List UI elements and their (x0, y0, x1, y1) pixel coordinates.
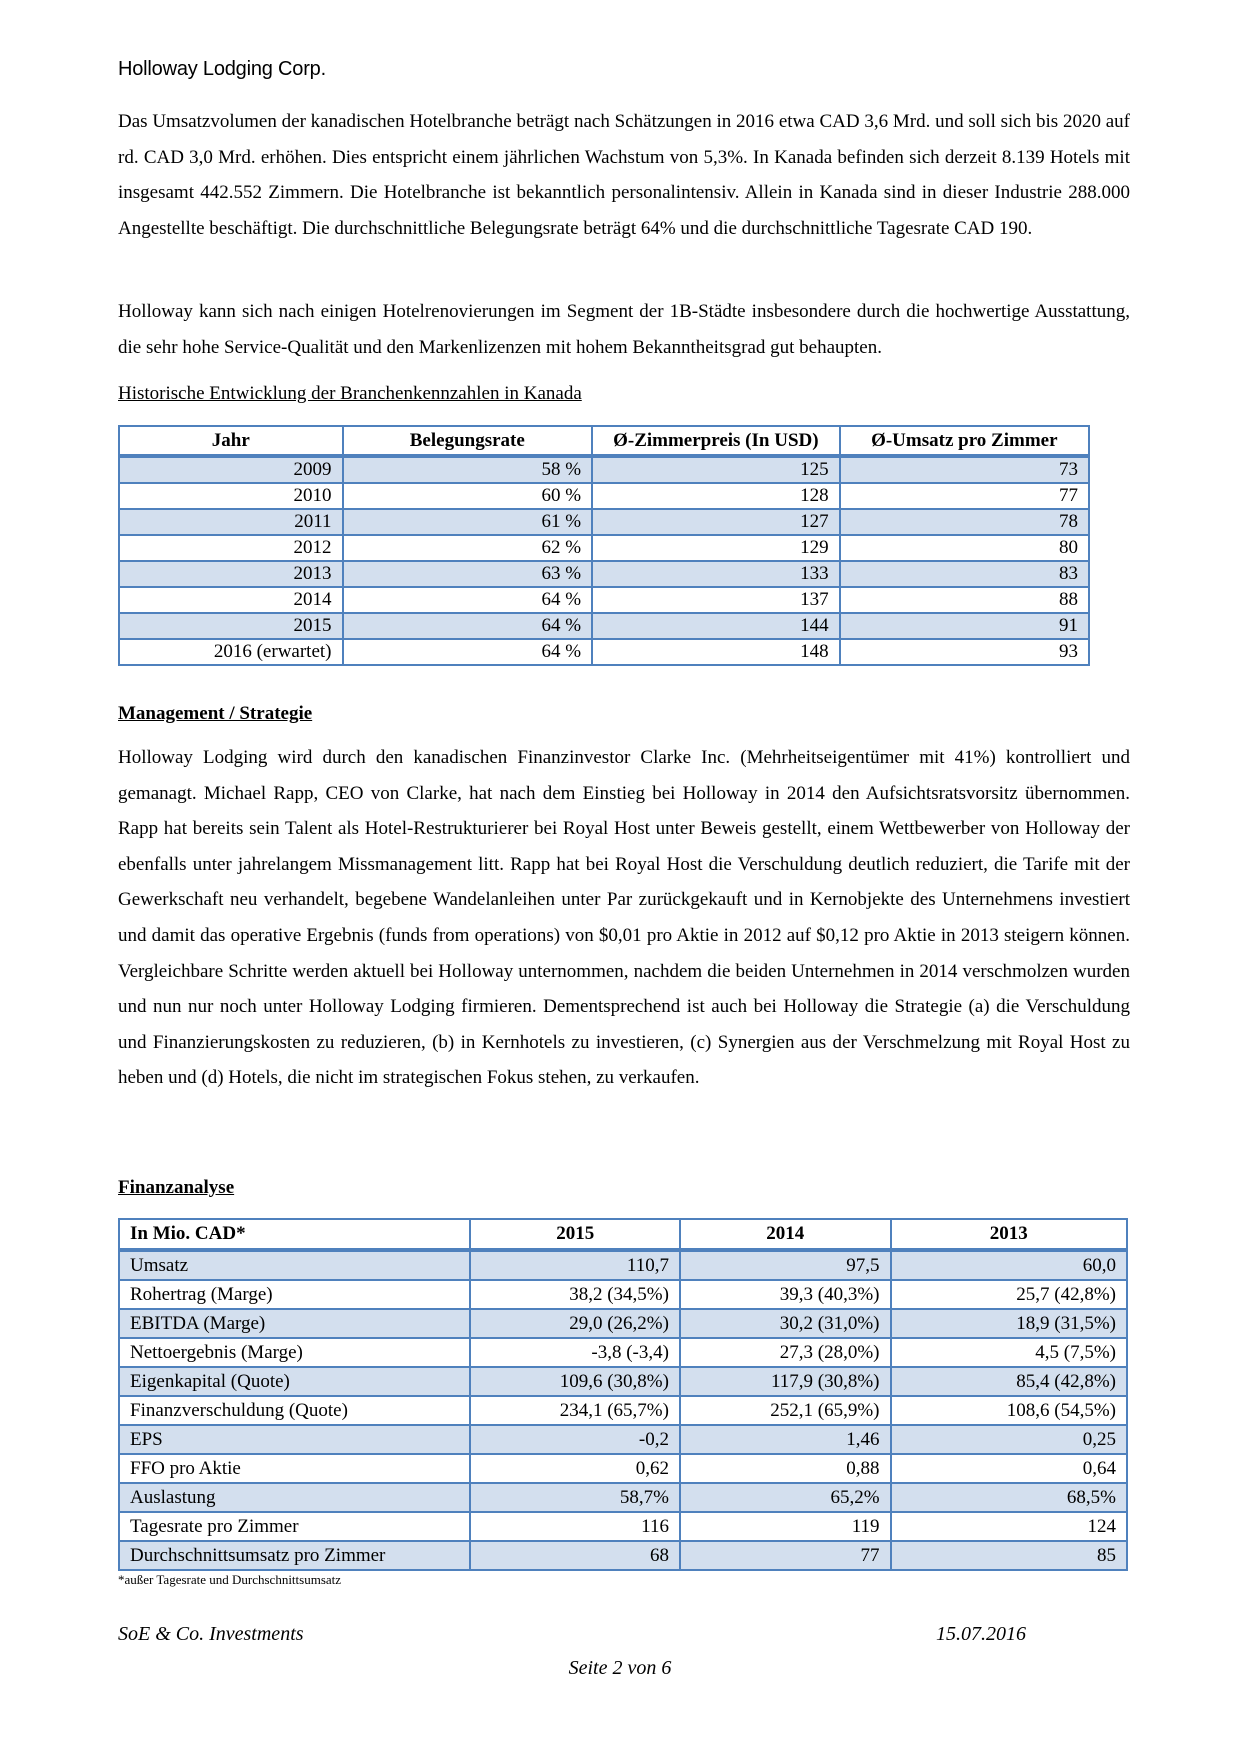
cell-2015: 110,7 (470, 1250, 680, 1280)
cell-2015: 58,7% (470, 1483, 680, 1512)
cell-year: 2016 (erwartet) (119, 639, 343, 665)
finance-section-title: Finanzanalyse (118, 1177, 235, 1198)
cell-2015: 234,1 (65,7%) (470, 1396, 680, 1425)
cell-2014: 97,5 (680, 1250, 891, 1280)
table-row (119, 1425, 1127, 1454)
column-header-revenue-per-room: Ø-Umsatz pro Zimmer (840, 426, 1089, 456)
cell-2014: 0,88 (680, 1454, 891, 1483)
cell-2015: -0,2 (470, 1425, 680, 1454)
cell-metric: Tagesrate pro Zimmer (119, 1512, 470, 1541)
cell-occupancy: 61 % (343, 509, 593, 535)
table-row (119, 509, 1089, 535)
cell-metric: EBITDA (Marge) (119, 1309, 470, 1338)
cell-revenue-per-room: 80 (840, 535, 1089, 561)
cell-2015: 29,0 (26,2%) (470, 1309, 680, 1338)
cell-revenue-per-room: 77 (840, 483, 1089, 509)
table-row (119, 587, 1089, 613)
cell-room-price: 137 (592, 587, 840, 613)
footer-page-number: Seite 2 von 6 (568, 1657, 672, 1679)
table-row (119, 1454, 1127, 1483)
cell-occupancy: 64 % (343, 613, 593, 639)
cell-metric: EPS (119, 1425, 470, 1454)
cell-2013: 0,25 (891, 1425, 1127, 1454)
cell-2013: 85 (891, 1541, 1127, 1570)
cell-revenue-per-room: 93 (840, 639, 1089, 665)
table-row (119, 1280, 1127, 1309)
column-header-occupancy: Belegungsrate (343, 426, 593, 456)
cell-2015: 0,62 (470, 1454, 680, 1483)
cell-metric: Eigenkapital (Quote) (119, 1367, 470, 1396)
cell-2013: 124 (891, 1512, 1127, 1541)
cell-room-price: 144 (592, 613, 840, 639)
position-paragraph: Holloway kann sich nach einigen Hotelrenovierungen im Segment der 1B-Städte insbesondere durch die hochwertige Ausstattung, die sehr hohe Service-Qualität und den Markenlizenzen mit hohem Bekanntheitsgrad gut behaupten. (118, 301, 1130, 358)
footer-date: 15.07.2016 (936, 1623, 1026, 1645)
cell-occupancy: 64 % (343, 587, 593, 613)
cell-2014: 117,9 (30,8%) (680, 1367, 891, 1396)
cell-metric: Nettoergebnis (Marge) (119, 1338, 470, 1367)
table-row (119, 535, 1089, 561)
cell-2014: 65,2% (680, 1483, 891, 1512)
cell-room-price: 125 (592, 456, 840, 483)
industry-table-title: Historische Entwicklung der Branchenkennzahlen in Kanada (118, 383, 582, 404)
cell-2014: 1,46 (680, 1425, 891, 1454)
cell-2013: 25,7 (42,8%) (891, 1280, 1127, 1309)
table-row (119, 483, 1089, 509)
industry-kpi-table (118, 425, 1090, 666)
cell-year: 2010 (119, 483, 343, 509)
cell-occupancy: 60 % (343, 483, 593, 509)
cell-metric: Finanzverschuldung (Quote) (119, 1396, 470, 1425)
table-row (119, 639, 1089, 665)
table-header-row (119, 1219, 1127, 1250)
table-row (119, 1338, 1127, 1367)
cell-2013: 68,5% (891, 1483, 1127, 1512)
table-row (119, 561, 1089, 587)
finance-analysis-table (118, 1218, 1128, 1571)
cell-2014: 77 (680, 1541, 891, 1570)
table-row (119, 1250, 1127, 1280)
table-row (119, 1483, 1127, 1512)
cell-revenue-per-room: 78 (840, 509, 1089, 535)
column-header-metric: In Mio. CAD* (119, 1219, 470, 1250)
cell-year: 2012 (119, 535, 343, 561)
cell-occupancy: 63 % (343, 561, 593, 587)
table-row (119, 1541, 1127, 1570)
cell-2014: 39,3 (40,3%) (680, 1280, 891, 1309)
table-row (119, 1396, 1127, 1425)
cell-room-price: 128 (592, 483, 840, 509)
column-header-room-price: Ø-Zimmerpreis (In USD) (592, 426, 840, 456)
management-paragraph: Holloway Lodging wird durch den kanadischen Finanzinvestor Clarke Inc. (Mehrheitseigentümer mit 41%) kontrolliert und gemanagt. Michael Rapp, CEO von Clarke, hat nach dem Einstieg bei Holloway in 2014 den Aufsichtsratsvorsitz übernommen. Rapp hat bereits sein Talent als Hotel-Restrukturierer bei Royal Host unter Beweis gestellt, einem Wettbewerber von Holloway der ebenfalls unter jahrelangem Missmanagement litt. Rapp hat bei Royal Host die Verschuldung deutlich reduziert, die Tarife mit der Gewerkschaft neu verhandelt, begebene Wandelanleihen unter Par zurückgekauft und in Kernobjekte des Unternehmens investiert und damit das operative Ergebnis (funds from operations) von $0,01 pro Aktie in 2012 auf $0,12 pro Aktie in 2013 steigern können. Vergleichbare Schritte werden aktuell bei Holloway unternommen, nachdem die beiden Unternehmen in 2014 verschmolzen wurden und nun nur noch unter Holloway Lodging firmieren. Dementsprechend ist auch bei Holloway die Strategie (a) die Verschuldung und Finanzierungskosten zu reduzieren, (b) in Kernhotels zu investieren, (c) Synergien aus der Verschmelzung mit Royal Host zu heben und (d) Hotels, die nicht im strategischen Fokus stehen, zu verkaufen. (118, 747, 1130, 1089)
cell-2013: 4,5 (7,5%) (891, 1338, 1127, 1367)
cell-occupancy: 64 % (343, 639, 593, 665)
cell-metric: FFO pro Aktie (119, 1454, 470, 1483)
intro-paragraph: Das Umsatzvolumen der kanadischen Hotelbranche beträgt nach Schätzungen in 2016 etwa CAD 3,6 Mrd. und soll sich bis 2020 auf rd. CAD 3,0 Mrd. erhöhen. Dies entspricht einem jährlichen Wachstum von 5,3%. In Kanada befinden sich derzeit 8.139 Hotels mit insgesamt 442.552 Zimmern. Die Hotelbranche ist bekanntlich personalintensiv. Allein in Kanada sind in dieser Industrie 288.000 Angestellte beschäftigt. Die durchschnittliche Belegungsrate beträgt 64% und die durchschnittliche Tagesrate CAD 190. (118, 111, 1130, 239)
cell-room-price: 133 (592, 561, 840, 587)
cell-metric: Umsatz (119, 1250, 470, 1280)
finance-footnote: *außer Tagesrate und Durchschnittsumsatz (118, 1572, 342, 1587)
cell-revenue-per-room: 83 (840, 561, 1089, 587)
cell-year: 2013 (119, 561, 343, 587)
cell-2015: 116 (470, 1512, 680, 1541)
table-header-row (119, 426, 1089, 456)
cell-room-price: 148 (592, 639, 840, 665)
cell-metric: Auslastung (119, 1483, 470, 1512)
cell-year: 2011 (119, 509, 343, 535)
cell-revenue-per-room: 88 (840, 587, 1089, 613)
cell-year: 2015 (119, 613, 343, 639)
cell-2013: 60,0 (891, 1250, 1127, 1280)
cell-2013: 0,64 (891, 1454, 1127, 1483)
cell-2013: 108,6 (54,5%) (891, 1396, 1127, 1425)
cell-2014: 30,2 (31,0%) (680, 1309, 891, 1338)
cell-room-price: 127 (592, 509, 840, 535)
cell-revenue-per-room: 91 (840, 613, 1089, 639)
cell-2015: 68 (470, 1541, 680, 1570)
cell-room-price: 129 (592, 535, 840, 561)
column-header-year: Jahr (119, 426, 343, 456)
column-header-2015: 2015 (470, 1219, 680, 1250)
column-header-2014: 2014 (680, 1219, 891, 1250)
table-row (119, 613, 1089, 639)
table-row (119, 1309, 1127, 1338)
table-row (119, 1512, 1127, 1541)
cell-revenue-per-room: 73 (840, 456, 1089, 483)
table-row (119, 456, 1089, 483)
cell-2014: 119 (680, 1512, 891, 1541)
cell-2015: -3,8 (-3,4) (470, 1338, 680, 1367)
cell-occupancy: 62 % (343, 535, 593, 561)
footer-company: SoE & Co. Investments (118, 1623, 304, 1645)
management-section-title: Management / Strategie (118, 703, 313, 724)
cell-year: 2014 (119, 587, 343, 613)
cell-2014: 27,3 (28,0%) (680, 1338, 891, 1367)
cell-2013: 18,9 (31,5%) (891, 1309, 1127, 1338)
cell-occupancy: 58 % (343, 456, 593, 483)
cell-2015: 38,2 (34,5%) (470, 1280, 680, 1309)
table-row (119, 1367, 1127, 1396)
cell-year: 2009 (119, 456, 343, 483)
cell-2015: 109,6 (30,8%) (470, 1367, 680, 1396)
cell-metric: Durchschnittsumsatz pro Zimmer (119, 1541, 470, 1570)
page-header-company: Holloway Lodging Corp. (118, 58, 326, 80)
cell-2013: 85,4 (42,8%) (891, 1367, 1127, 1396)
column-header-2013: 2013 (891, 1219, 1127, 1250)
cell-2014: 252,1 (65,9%) (680, 1396, 891, 1425)
cell-metric: Rohertrag (Marge) (119, 1280, 470, 1309)
